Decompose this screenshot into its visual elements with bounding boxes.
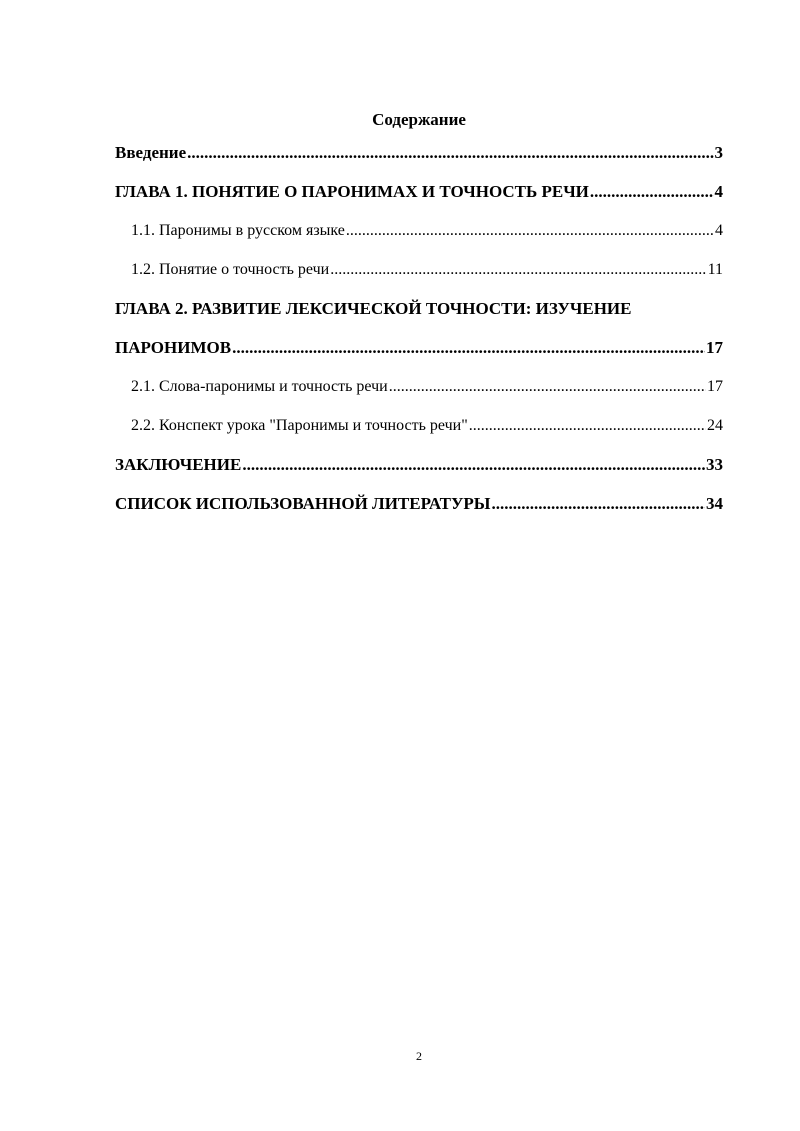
toc-entry-page: 17 — [707, 378, 723, 395]
toc-dot-leader — [389, 376, 706, 398]
toc-entry-introduction[interactable] — [115, 142, 723, 181]
toc-dot-leader — [492, 493, 706, 515]
toc-entry-text: 1.2. Понятие о точность речи — [131, 261, 330, 278]
toc-dot-leader — [469, 415, 706, 437]
toc-dot-leader — [232, 337, 705, 359]
toc-entry-conclusion[interactable] — [115, 454, 723, 493]
toc-dot-leader — [242, 454, 705, 476]
toc-entry-text: ЗАКЛЮЧЕНИЕ — [115, 455, 242, 474]
toc-dot-leader — [187, 142, 713, 164]
toc-entry-text: СПИСОК ИСПОЛЬЗОВАННОЙ ЛИТЕРАТУРЫ — [115, 494, 491, 513]
toc-entry-section-2-1[interactable] — [115, 376, 723, 415]
page-number: 2 — [416, 1049, 422, 1063]
toc-entry-text-line2: ПАРОНИМОВ — [115, 338, 232, 357]
toc-dot-leader — [590, 181, 714, 203]
toc-entry-page: 33 — [706, 455, 723, 474]
toc-entry-section-1-1[interactable] — [115, 220, 723, 259]
toc-dot-leader — [330, 259, 706, 281]
toc-entry-text: 2.2. Конспект урока "Паронимы и точность речи" — [131, 417, 468, 434]
toc-entry-section-2-2[interactable] — [115, 415, 723, 454]
toc-entry-text-line1: ГЛАВА 2. РАЗВИТИЕ ЛЕКСИЧЕСКОЙ ТОЧНОСТИ: ИЗУЧЕНИЕ — [115, 299, 632, 318]
toc-entry-line2 — [115, 337, 723, 376]
toc-entry-page: 3 — [714, 143, 723, 162]
toc-entry-text: Введение — [115, 143, 187, 162]
toc-entry-chapter-2[interactable] — [115, 298, 723, 376]
toc-entry-page: 11 — [707, 261, 723, 278]
toc-entry-section-1-2[interactable] — [115, 259, 723, 298]
toc-entry-bibliography[interactable] — [115, 493, 723, 532]
toc-entry-text: 1.1. Паронимы в русском языке — [131, 222, 345, 239]
toc-entry-page: 34 — [706, 494, 723, 513]
toc-entry-page: 24 — [707, 417, 723, 434]
toc-entry-text: 2.1. Слова-паронимы и точность речи — [131, 378, 388, 395]
toc-entry-page: 4 — [714, 182, 723, 201]
toc-entry-text: ГЛАВА 1. ПОНЯТИЕ О ПАРОНИМАХ И ТОЧНОСТЬ РЕЧИ — [115, 182, 589, 201]
toc-title: Содержание — [372, 110, 466, 129]
toc-entry-page: 4 — [715, 222, 723, 239]
toc-dot-leader — [346, 220, 714, 242]
toc-entry-page: 17 — [706, 338, 723, 357]
toc-entry-chapter-1[interactable] — [115, 181, 723, 220]
table-of-contents — [115, 142, 723, 532]
